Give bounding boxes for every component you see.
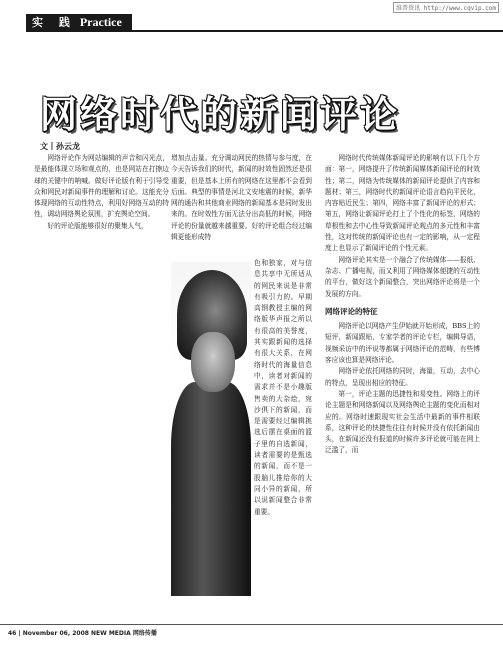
- column-2-top: [171, 153, 312, 243]
- section-banner: [26, 14, 132, 30]
- paragraph: 网络评论其实是一个融合了传统媒体——报纸、杂志、广播电视，而又利用了网络媒体便捷的互动性的平台，做好这个新闻整合，突出网络评论将是一个发展的方向。: [325, 255, 480, 298]
- paragraph: 色和独家，对与信息共享中无所适从的网民来说是非常有吸引力的。早期高钢教授主编的网络版华声报之所以有很高的美誉度，其实跟新闻的选择有很大关系，在网络时代的海量信息中，读者对新闻的需求并不是小趣版售卖的大杂烩，宛沙俱下的新闻，而是需要经过编辑挑选后摆在桌面的篮子里的自选新闻，读者需要的是甄选的新闻，而不是一股脑儿推给你的大同小异的新闻，所以说新闻整合非常重要。: [254, 259, 312, 516]
- portrait-photo: [171, 262, 251, 596]
- footer-rule: [0, 624, 503, 625]
- column-1: [34, 153, 169, 232]
- paragraph: 网络评论作为网站编辑的声音和闪光点，是最能体现立场和观点的，也是网站在打擦边球的关键中的呐喊。做好评论版有利于引导受众和网民对新闻事件的理解和讨论。这能充分体现网络的互动性特点，利用好网络互动的特性，调动网络舆论氛围，扩充舆论空间。: [34, 154, 169, 219]
- portrait-face: [191, 332, 235, 392]
- article-title: 网络时代的新闻评论: [40, 92, 400, 136]
- section-heading: 网络评论的特征: [325, 306, 378, 316]
- column-3: [325, 153, 480, 457]
- header-rule: [26, 30, 503, 32]
- section-label-en: Practice: [79, 14, 122, 29]
- column-2-bottom: [254, 258, 312, 518]
- paragraph: 网络评论依托网络的同时，海量，互动，去中心的特点，呈现出相应的特征。: [325, 367, 480, 387]
- paragraph: 好的评论版能够很好的聚集人气，: [47, 221, 148, 230]
- paragraph: 网络评论以网络产生伊始就开始形成，BBS上的短评，新闻跟贴，专家学者的评论专栏，编辑导语，视频采访中的评说等都属于网络评论的范畴，有些博客应该也算是网络评论。: [325, 322, 480, 365]
- watermark: 维普资讯 http://www.cqvip.com: [393, 2, 499, 13]
- byline: 文丨孙云龙: [40, 142, 80, 151]
- paragraph: 网络时代传统媒体新闻评论的影响有以下几个方面：第一，网络提升了传统新闻媒体新闻评论的时效性；第二，网络为传统媒体的新闻评论提供了内容和题材；第三，网络时代的新闻评论语言趋向平民化，内容贴近民生；第四，网络丰富了新闻评论的形式；第五，网络让新闻评论打上了个性化的标签，网络的草根性和去中心性导致新闻评论观点的多元性和丰富性，这对传统的新闻评论也有一定的影响，从一定程度上也显示了新闻评论的个性元素。: [325, 154, 480, 253]
- page-footer: 46 | November 06, 2008 NEW MEDIA 网络传播: [8, 630, 157, 637]
- section-label-cn: 实 践: [32, 16, 76, 29]
- paragraph: 增加点击量。充分调动网民的热情与参与度，在今天告诉我们的时代，新闻的时效性固然还是很重要，但是基本上所有的网络在这里都不会看到后面。典型的事情是河北文安地震的时候，新华网的通告和其他商业网络的新闻基本是同时发出来的。在时效性方面无法分出高低的时候，网络评论的份量就越来越重要。好的评论组合经过编辑更能形成特: [171, 154, 312, 242]
- portrait-body: [171, 382, 251, 596]
- paragraph: 第一，评论主题的迅捷性和易变性。网络上的评论主题是和网络新闻以及网络舆论主题的变化而相对应的。网络时速跟现实社会生活中最新的事件相联系，这种评论的快捷性往往有时候并没有依托新闻由头，在新闻还没有报道的时候许多评论就可能在网上泛滥了，而: [325, 389, 480, 455]
